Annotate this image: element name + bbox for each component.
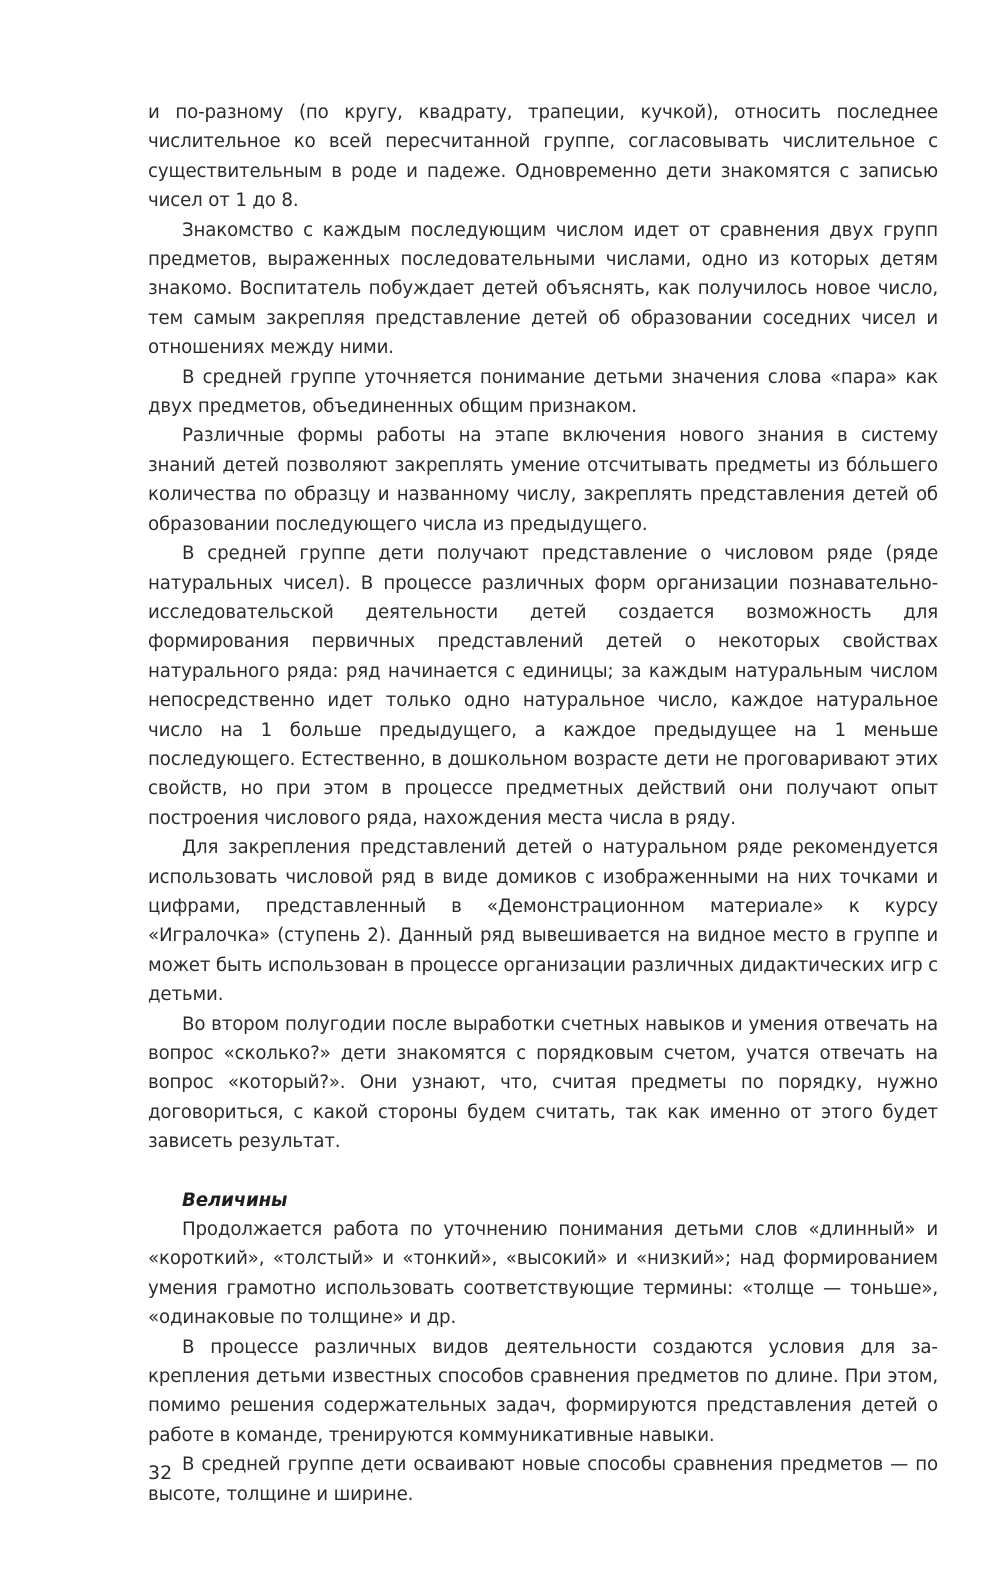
paragraph-natural-series-reinforcement: Для закрепления представлений детей о натуральном ряде рекомендуется использовать числовой ряд в виде домиков с изображенными на них точками и цифрами, представленный в «Демонстрационном материале» к курсу «Игралочка» (ступень 2). Данный ряд вывешивается на видное место в группе и может быть использован в процессе организации различных дидактических игр с детьми.	[148, 837, 938, 1006]
paragraph-pair-concept: В средней группе уточняется понимание детьми значения слова «пара» как двух предметов, объединенных общим признаком.	[148, 366, 938, 418]
paragraph-number-introduction: Знакомство с каждым последующим числом идет от сравнения двух групп предметов, выраженных последовательными числами, одно из которых детям знакомо. Воспитатель побуждает детей объяснять, как получилось новое число, тем самым закрепляя представление детей об образовании соседних чисел и отношениях между ними.	[148, 219, 938, 359]
paragraph-length-comparison: В процессе различных видов деятельности создаются условия для закрепления детьми известных способов сравнения предметов по длине. При этом, помимо решения содержательных задач, формируются представления детей о работе в команде, тренируются коммуникативные навыки.	[148, 1336, 938, 1446]
paragraph-continued: и по-разному (по кругу, квадрату, трапеции, кучкой), относить последнее числительное ко всей пересчитанной группе, согласовывать числительное с существительным в роде и падеже. Одновременно дети знакомятся с записью чисел от 1 до 8.	[148, 102, 938, 212]
paragraph-work-forms: Различные формы работы на этапе включения нового знания в систему знаний детей позволяют закреплять умение отсчитывать предметы из бóльшего количества по образцу и названному числу, закреплять представления детей об образовании последующего числа из предыдущего.	[148, 425, 938, 535]
paragraph-new-comparison-methods: В средней группе дети осваивают новые способы сравнения предметов — по высоте, толщине и ширине.	[148, 1454, 938, 1505]
page-number: 32	[148, 1462, 173, 1484]
page-body	[148, 98, 938, 1509]
paragraph-size-words: Продолжается работа по уточнению понимания детьми слов «длинный» и «короткий», «толстый» и «тонкий», «высокий» и «низкий»; над формированием умения грамотно использовать соответствующие термины: «толще — тоньше», «одинаковые по толщине» и др.	[148, 1219, 938, 1329]
paragraph-number-series: В средней группе дети получают представление о числовом ряде (ряде натуральных чисел). В процессе различных форм организации познавательно-исследовательской деятельности детей создается возможность для формирования первичных представлений детей о некоторых свойствах натурального ряда: ряд начинается с единицы; за каждым натуральным числом непосредственно идет только одно натуральное число, каждое натуральное число на 1 больше предыдущего, а каждое предыдущее на 1 меньше последующего. Естественно, в дошкольном возрасте дети не проговаривают этих свойств, но при этом в процессе предметных действий они получают опыт построения числового ряда, нахождения места числа в ряду.	[148, 543, 938, 829]
paragraph-ordinal-counting: Во втором полугодии после выработки счетных навыков и умения отвечать на вопрос «сколько?» дети знакомятся с порядковым счетом, учатся отвечать на вопрос «который?». Они узнают, что, считая предметы по порядку, нужно договориться, с какой стороны будем считать, так как именно от этого будет зависеть результат.	[148, 1013, 938, 1153]
section-heading-quantities: Величины	[182, 1189, 288, 1211]
